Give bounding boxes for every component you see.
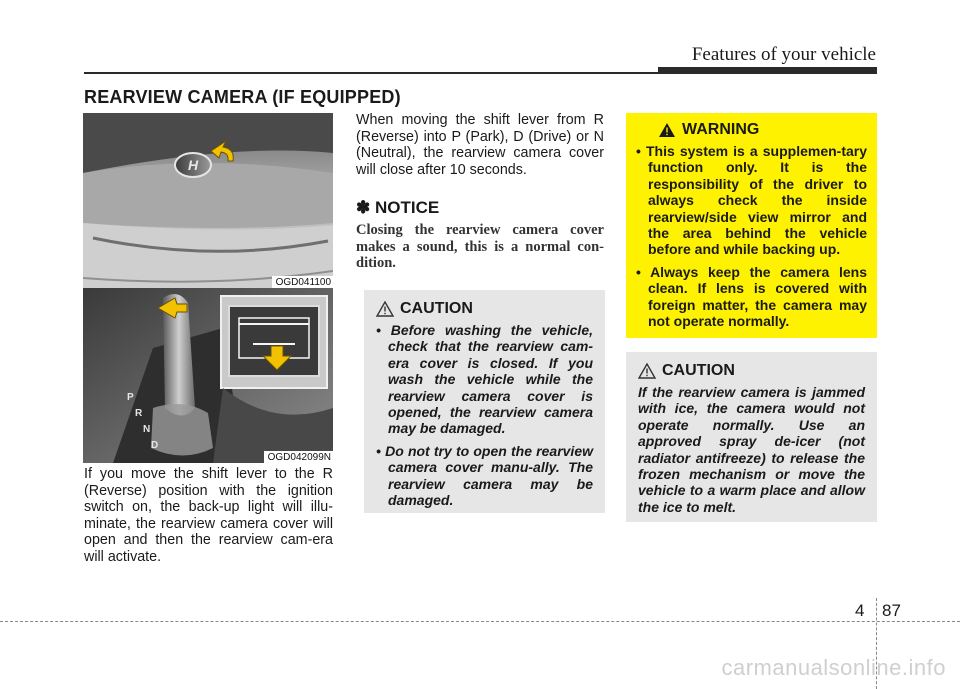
- caution-text: If the rearview camera is jammed with ice, the camera would not operate normally. Use an approved spray de-icer (not radiator antifreeze) to release the frozen mechanism or move the vehicle to a warm place and allow the ice to melt.: [638, 384, 865, 515]
- column2-paragraph: When moving the shift lever from R (Reverse) into P (Park), D (Drive) or N (Neutral), the rearview camera cover will close after 10 seconds.: [356, 112, 604, 178]
- image-code: OGD042099N: [264, 451, 333, 463]
- notice-title: NOTICE: [374, 198, 440, 217]
- caution-title: CAUTION: [662, 362, 735, 379]
- caution-list: [376, 322, 593, 508]
- running-header: Features of your vehicle: [691, 44, 876, 65]
- warning-icon: [658, 122, 676, 138]
- svg-text:D: D: [151, 440, 159, 451]
- svg-text:N: N: [143, 424, 151, 435]
- page-number: 87: [882, 601, 901, 620]
- list-item: • Always keep the camera lens clean. If lens is covered with foreign matter, the camera may not operate normally.: [636, 263, 867, 330]
- section-title: REARVIEW CAMERA (IF EQUIPPED): [84, 87, 401, 107]
- header-rule: [84, 72, 658, 74]
- caution-heading: [376, 300, 593, 318]
- chapter-number: 4: [855, 601, 865, 620]
- caution-box-ice: [626, 352, 877, 522]
- shift-lever-illustration: [83, 288, 333, 463]
- notice-text: Closing the rearview camera cover makes a sound, this is a normal con-dition.: [356, 222, 604, 272]
- svg-text:P: P: [127, 392, 134, 403]
- svg-text:R: R: [135, 408, 143, 419]
- caution-icon: [376, 301, 394, 317]
- header-rule-thick: [658, 67, 877, 74]
- notice-heading: [356, 198, 439, 218]
- warning-heading: [636, 121, 867, 139]
- notice-symbol: ✽: [356, 198, 371, 217]
- rear-emblem-photo: [83, 113, 333, 288]
- warning-title: WARNING: [682, 121, 760, 138]
- caution-title: CAUTION: [400, 300, 473, 317]
- list-item: • Before washing the vehicle, check that the rearview cam-era cover is closed. If you wash the vehicle while the rearview camera cover is opened, the rearview camera may be damaged.: [376, 322, 593, 437]
- warning-box: [626, 113, 877, 338]
- footer-rule: [0, 621, 960, 622]
- warning-list: [636, 143, 867, 329]
- watermark: carmanualsonline.info: [721, 655, 946, 680]
- list-item: • Do not try to open the rearview camera cover manu-ally. The rearview camera may be damaged.: [376, 442, 593, 509]
- rear-emblem-illustration: [83, 113, 333, 288]
- caution-icon: [638, 363, 656, 379]
- list-item: • This system is a supplemen-tary function only. It is the responsibility of the driver to always check the inside rearview/side view mirror and the area behind the vehicle before and while backing up.: [636, 143, 867, 258]
- image-code: OGD041100: [272, 276, 333, 288]
- shift-lever-photo: [83, 288, 333, 463]
- caution-heading: [638, 362, 865, 380]
- caution-box-cover: [364, 290, 605, 513]
- svg-text:H: H: [187, 157, 199, 173]
- column1-paragraph: If you move the shift lever to the R (Reverse) position with the ignition switch on, the back-up light will illu-minate, the rearview camera cover will open and then the rearview cam-era will activate.: [84, 466, 333, 565]
